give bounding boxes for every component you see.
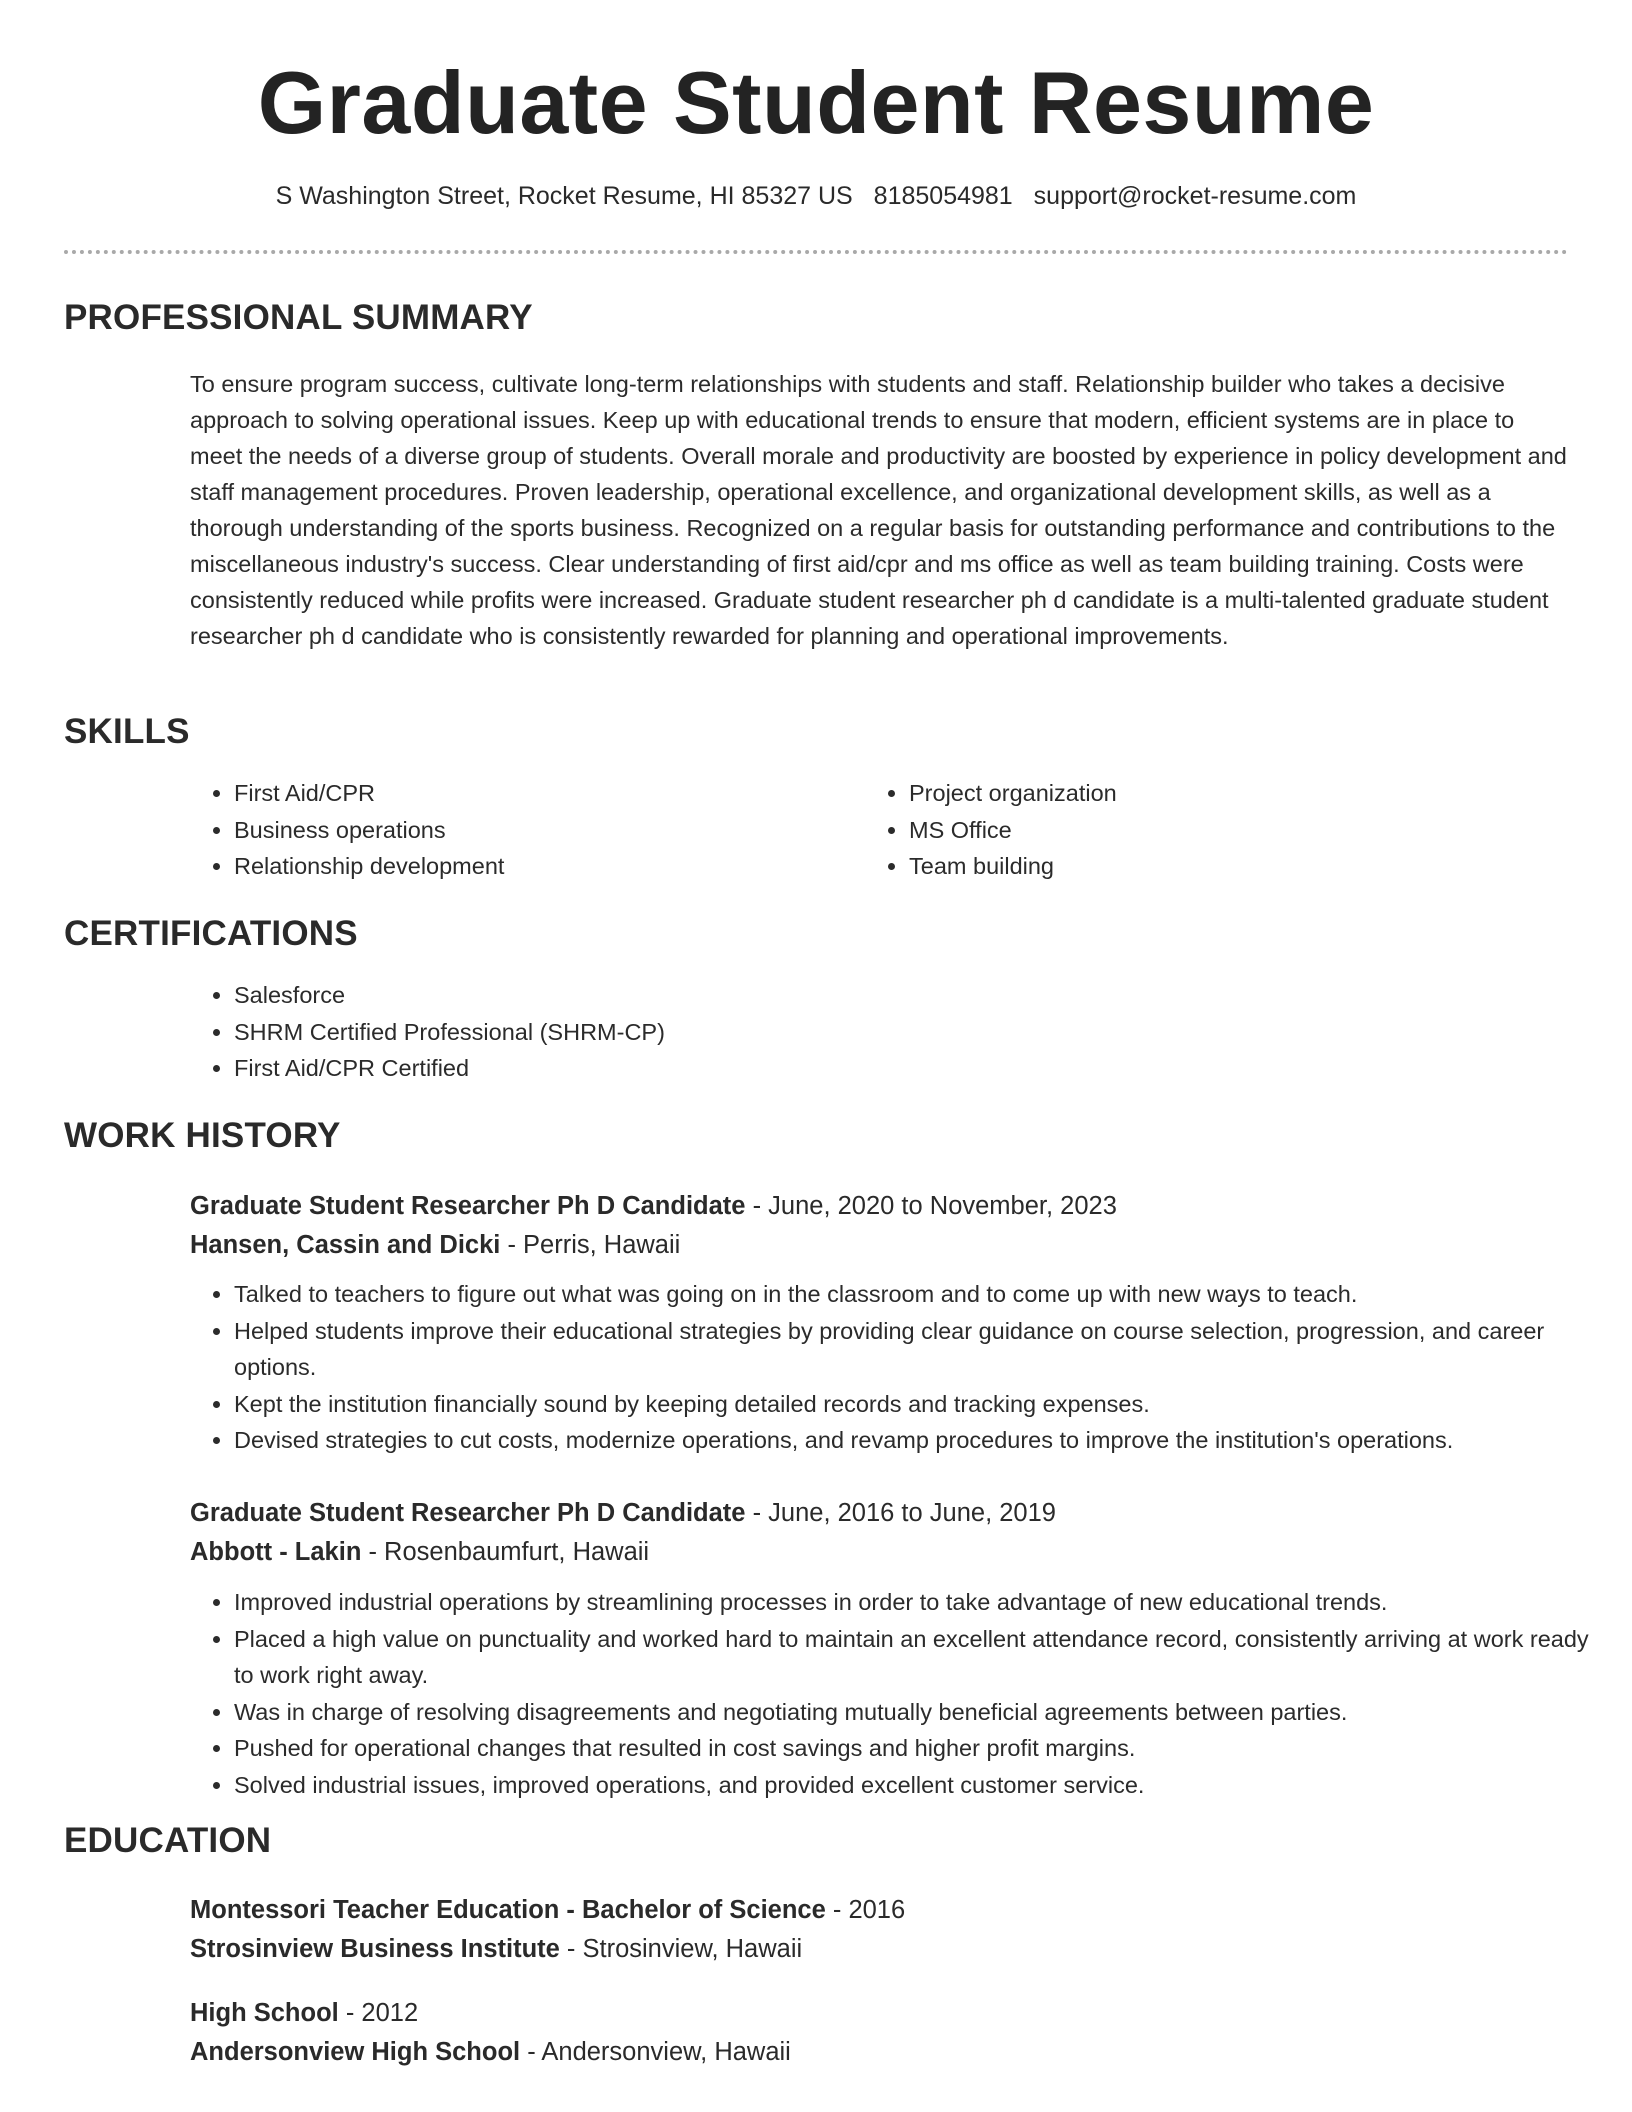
- certification-item: • Salesforce: [234, 977, 1434, 1014]
- contact-phone: 8185054981: [873, 182, 1013, 210]
- education-school-line: [190, 1930, 1568, 1969]
- section-title-education: EDUCATION: [64, 1821, 272, 1860]
- section-title-work-history: WORK HISTORY: [64, 1116, 341, 1155]
- summary-text: To ensure program success, cultivate long-term relationships with students and staff. Relationship builder who takes a decisive approach to solving operational issues. Keep up with educational trends to ensure that modern, efficient systems are in place to meet the needs of a diverse group of students. Overall morale and productivity are boosted by experience in policy development and staff management procedures. Proven leadership, operational excellence, and organizational development skills, as well as a thorough understanding of the sports business. Recognized on a regular basis for outstanding performance and contributions to the miscellaneous industry's success. Clear understanding of first aid/cpr and ms office as well as team building training. Costs were consistently reduced while profits were increased. Graduate student researcher ph d candidate is a multi-talented graduate student researcher ph d candidate who is consistently rewarded for planning and operational improvements.: [190, 371, 1567, 649]
- job-bullet: • Placed a high value on punctuality and worked hard to maintain an excellent attendance record, consistently arriving at work ready to work right away.: [234, 1621, 1614, 1694]
- job-bullet: • Solved industrial issues, improved operations, and provided excellent customer service.: [234, 1767, 1614, 1804]
- education-degree: Montessori Teacher Education - Bachelor of Science: [190, 1896, 826, 1924]
- education-degree-line: [190, 1994, 1568, 2033]
- job-entry-1-header: [190, 1187, 1568, 1265]
- certification-item: • First Aid/CPR Certified: [234, 1050, 1434, 1087]
- education-location: - Strosinview, Hawaii: [559, 1935, 803, 1963]
- job-2-bullets: [190, 1584, 1614, 1803]
- job-entry-2-header: [190, 1494, 1568, 1572]
- skill-item: • Relationship development: [234, 848, 834, 885]
- job-role: Graduate Student Researcher Ph D Candidate: [190, 1192, 746, 1220]
- job-company: Abbott - Lakin: [190, 1538, 362, 1566]
- job-title-line: [190, 1187, 1568, 1226]
- job-bullet: • Improved industrial operations by streamlining processes in order to take advantage of new educational trends.: [234, 1584, 1614, 1621]
- contact-line: [0, 182, 1632, 211]
- job-dates: - June, 2020 to November, 2023: [745, 1192, 1117, 1220]
- section-title-certifications: CERTIFICATIONS: [64, 914, 358, 953]
- job-location: - Rosenbaumfurt, Hawaii: [361, 1538, 650, 1566]
- education-school-line: [190, 2033, 1568, 2072]
- education-school: Strosinview Business Institute: [190, 1935, 560, 1963]
- job-bullet: • Talked to teachers to figure out what was going on in the classroom and to come up with new ways to teach.: [234, 1276, 1614, 1313]
- education-location: - Andersonview, Hawaii: [520, 2038, 791, 2066]
- skill-item: • Business operations: [234, 812, 834, 849]
- job-1-bullets: [190, 1276, 1614, 1459]
- job-location: - Perris, Hawaii: [500, 1231, 681, 1259]
- job-company-line: [190, 1226, 1568, 1265]
- skill-item: • Team building: [909, 848, 1509, 885]
- education-degree-line: [190, 1891, 1568, 1930]
- education-year: - 2012: [338, 1999, 419, 2027]
- job-bullet: • Devised strategies to cut costs, modernize operations, and revamp procedures to improve the institution's operations.: [234, 1422, 1614, 1459]
- job-title-line: [190, 1494, 1568, 1533]
- education-entry-1: [190, 1891, 1568, 1969]
- education-entry-2: [190, 1994, 1568, 2072]
- skill-item: • Project organization: [909, 775, 1509, 812]
- certifications-list: [190, 977, 1434, 1087]
- resume-name: Graduate Student Resume: [257, 53, 1375, 152]
- job-bullet: • Helped students improve their educational strategies by providing clear guidance on course selection, progression, and career options.: [234, 1313, 1614, 1386]
- job-bullet: • Was in charge of resolving disagreements and negotiating mutually beneficial agreements between parties.: [234, 1694, 1614, 1731]
- skill-item: • MS Office: [909, 812, 1509, 849]
- job-bullet: • Pushed for operational changes that resulted in cost savings and higher profit margins.: [234, 1730, 1614, 1767]
- education-year: - 2016: [825, 1896, 906, 1924]
- job-company-line: [190, 1533, 1568, 1572]
- education-school: Andersonview High School: [190, 2038, 521, 2066]
- certification-item: • SHRM Certified Professional (SHRM-CP): [234, 1014, 1434, 1051]
- education-degree: High School: [190, 1999, 339, 2027]
- section-title-summary: PROFESSIONAL SUMMARY: [64, 298, 533, 337]
- skill-item: • First Aid/CPR: [234, 775, 834, 812]
- contact-email: support@rocket-resume.com: [1033, 182, 1357, 210]
- job-company: Hansen, Cassin and Dicki: [190, 1231, 501, 1259]
- job-role: Graduate Student Researcher Ph D Candidate: [190, 1499, 746, 1527]
- contact-address: S Washington Street, Rocket Resume, HI 85327 US: [275, 182, 853, 210]
- skills-list-right: [865, 775, 1509, 885]
- section-title-skills: SKILLS: [64, 712, 190, 751]
- job-bullet: • Kept the institution financially sound by keeping detailed records and tracking expenses.: [234, 1386, 1614, 1423]
- job-dates: - June, 2016 to June, 2019: [745, 1499, 1056, 1527]
- header-divider: [64, 250, 1568, 254]
- skills-list-left: [190, 775, 834, 885]
